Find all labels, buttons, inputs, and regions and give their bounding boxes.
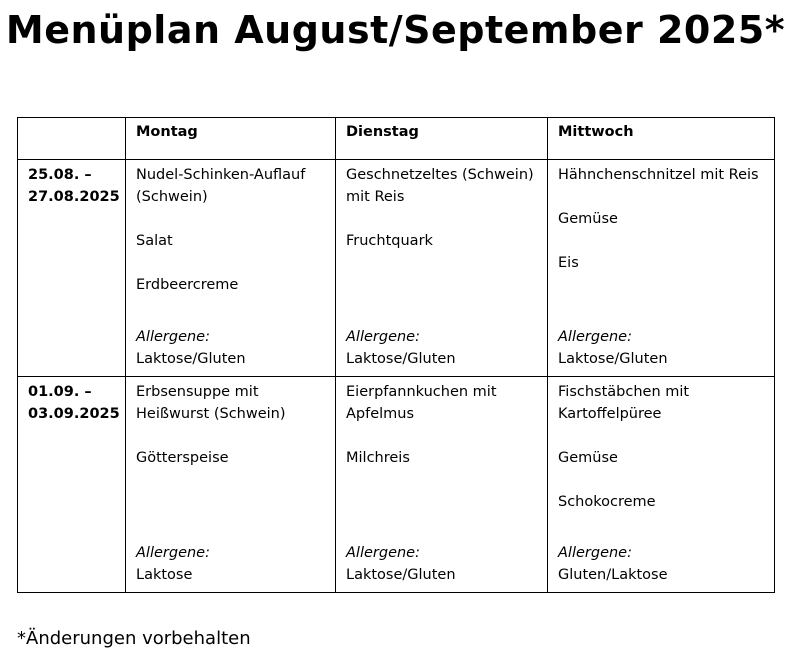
week-date-end: 27.08.2025 — [28, 189, 120, 205]
allergen-value: Laktose/Gluten — [346, 567, 456, 583]
dish: Schokocreme — [558, 494, 656, 510]
header-cell-montag: Montag — [126, 118, 336, 160]
allergen-value: Gluten/Laktose — [558, 567, 668, 583]
week-date-cell — [18, 377, 126, 593]
header-cell-empty — [18, 118, 126, 160]
allergen-value: Laktose/Gluten — [346, 351, 456, 367]
week-date-cell — [18, 160, 126, 377]
dish: Erbsensuppe mit Heißwurst (Schwein) — [136, 384, 286, 422]
dish: Geschnetzeltes (Schwein) mit Reis — [346, 167, 534, 205]
allergen-block — [136, 326, 246, 370]
allergen-block — [346, 326, 456, 370]
dish: Erdbeercreme — [136, 277, 239, 293]
header-row — [18, 118, 775, 160]
allergen-label: Allergene: — [558, 329, 632, 345]
dish: Götterspeise — [136, 450, 229, 466]
allergen-value: Laktose/Gluten — [558, 351, 668, 367]
menu-cell-dienstag — [336, 160, 548, 377]
allergen-block — [136, 542, 210, 586]
week-date-start: 01.09. – — [28, 384, 92, 400]
dish: Fruchtquark — [346, 233, 433, 249]
dish: Eierpfannkuchen mit Apfelmus — [346, 384, 497, 422]
allergen-value: Laktose/Gluten — [136, 351, 246, 367]
menu-cell-montag — [126, 377, 336, 593]
allergen-block — [558, 542, 668, 586]
allergen-label: Allergene: — [558, 545, 632, 561]
week-date-end: 03.09.2025 — [28, 406, 120, 422]
allergen-block — [558, 326, 668, 370]
dish: Milchreis — [346, 450, 410, 466]
menu-cell-mittwoch — [548, 160, 775, 377]
menu-table — [17, 117, 775, 593]
table-row — [18, 160, 775, 377]
table-row — [18, 377, 775, 593]
week-date-start: 25.08. – — [28, 167, 92, 183]
allergen-label: Allergene: — [346, 329, 420, 345]
page-title: Menüplan August/September 2025* — [5, 8, 786, 52]
dish: Eis — [558, 255, 579, 271]
dish: Gemüse — [558, 450, 618, 466]
header-cell-dienstag: Dienstag — [336, 118, 548, 160]
dish: Nudel-Schinken-Auflauf (Schwein) — [136, 167, 306, 205]
dish: Fischstäbchen mit Kartoffelpüree — [558, 384, 690, 422]
allergen-label: Allergene: — [346, 545, 420, 561]
dish: Salat — [136, 233, 173, 249]
allergen-label: Allergene: — [136, 329, 210, 345]
menu-cell-dienstag — [336, 377, 548, 593]
dish: Hähnchenschnitzel mit Reis — [558, 167, 759, 183]
allergen-value: Laktose — [136, 567, 193, 583]
header-cell-mittwoch: Mittwoch — [548, 118, 775, 160]
menu-cell-montag — [126, 160, 336, 377]
allergen-block — [346, 542, 456, 586]
dish: Gemüse — [558, 211, 618, 227]
allergen-label: Allergene: — [136, 545, 210, 561]
footnote: *Änderungen vorbehalten — [17, 628, 251, 649]
menu-cell-mittwoch — [548, 377, 775, 593]
